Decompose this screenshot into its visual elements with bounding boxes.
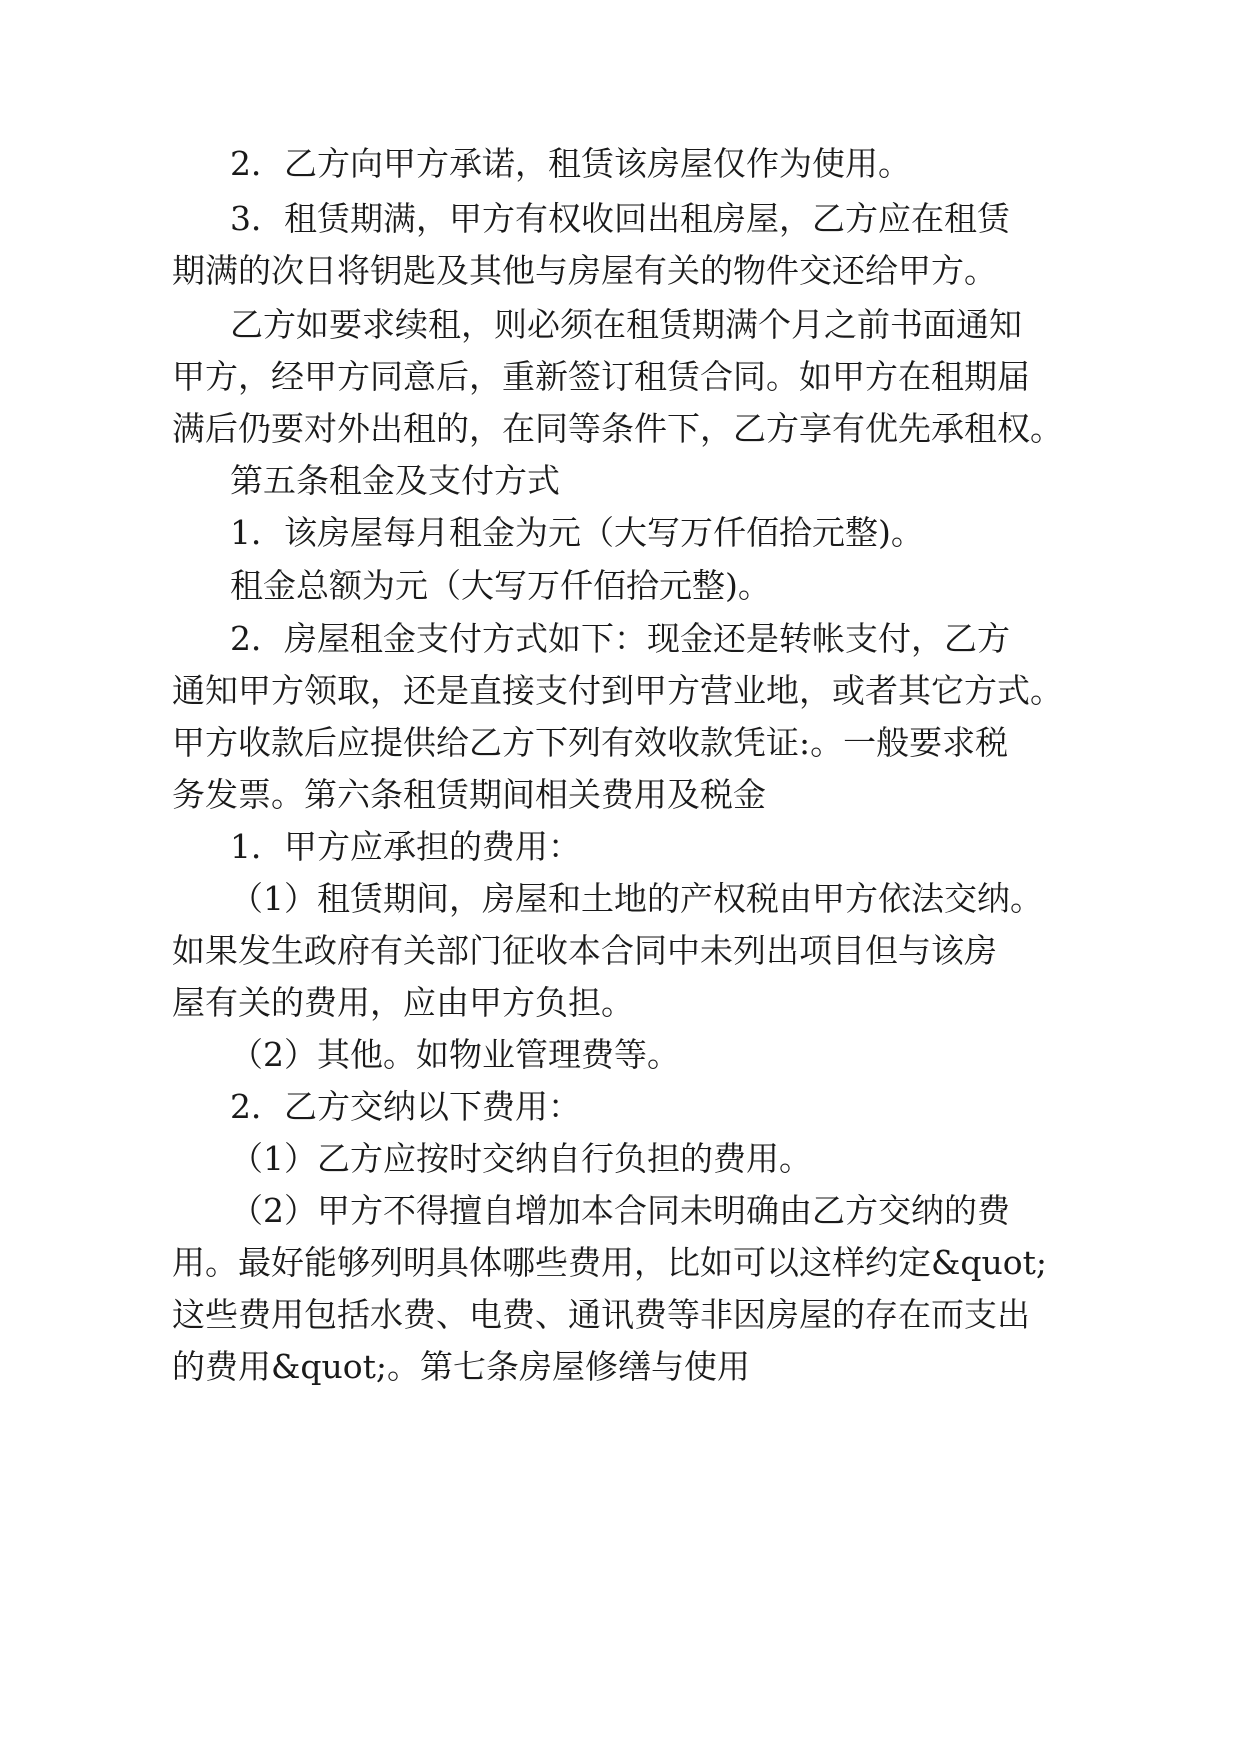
text-line: 屋有关的费用，应由甲方负担。: [172, 983, 634, 1022]
text-line: 1．该房屋每月租金为元（大写万仟佰拾元整)。: [230, 513, 924, 552]
text-line: （2）其他。如物业管理费等。: [230, 1035, 680, 1074]
text-line: （1）租赁期间，房屋和土地的产权税由甲方依法交纳。: [230, 879, 1043, 918]
text-line: 2．房屋租金支付方式如下：现金还是转帐支付，乙方: [230, 619, 1010, 658]
text-line: 1．甲方应承担的费用：: [230, 827, 581, 866]
text-line: 满后仍要对外出租的，在同等条件下，乙方享有优先承租权。: [172, 409, 1063, 448]
text-line: 2．乙方向甲方承诺，租赁该房屋仅作为使用。: [230, 144, 911, 183]
text-line: 3．租赁期满，甲方有权收回出租房屋，乙方应在租赁: [230, 199, 1010, 238]
text-line: 甲方收款后应提供给乙方下列有效收款凭证:。一般要求税: [172, 723, 1009, 762]
text-line: 通知甲方领取，还是直接支付到甲方营业地，或者其它方式。: [172, 671, 1063, 710]
text-line: 务发票。第六条租赁期间相关费用及税金: [172, 775, 766, 814]
text-line: 2．乙方交纳以下费用：: [230, 1087, 581, 1126]
text-line: 用。最好能够列明具体哪些费用，比如可以这样约定&quot;: [172, 1243, 1047, 1282]
text-line: 如果发生政府有关部门征收本合同中未列出项目但与该房: [172, 931, 997, 970]
text-line: （1）乙方应按时交纳自行负担的费用。: [230, 1139, 812, 1178]
text-line: 这些费用包括水费、电费、通讯费等非因房屋的存在而支出: [172, 1295, 1030, 1334]
text-line: 的费用&quot;。第七条房屋修缮与使用: [172, 1347, 750, 1386]
section-heading: 第五条租金及支付方式: [230, 461, 560, 500]
text-line: 甲方，经甲方同意后，重新签订租赁合同。如甲方在租期届: [172, 357, 1030, 396]
text-line: 期满的次日将钥匙及其他与房屋有关的物件交还给甲方。: [172, 251, 997, 290]
text-line: （2）甲方不得擅自增加本合同未明确由乙方交纳的费: [230, 1191, 1010, 1230]
text-line: 租金总额为元（大写万仟佰拾元整)。: [230, 566, 771, 605]
text-line: 乙方如要求续租，则必须在租赁期满个月之前书面通知: [230, 305, 1022, 344]
